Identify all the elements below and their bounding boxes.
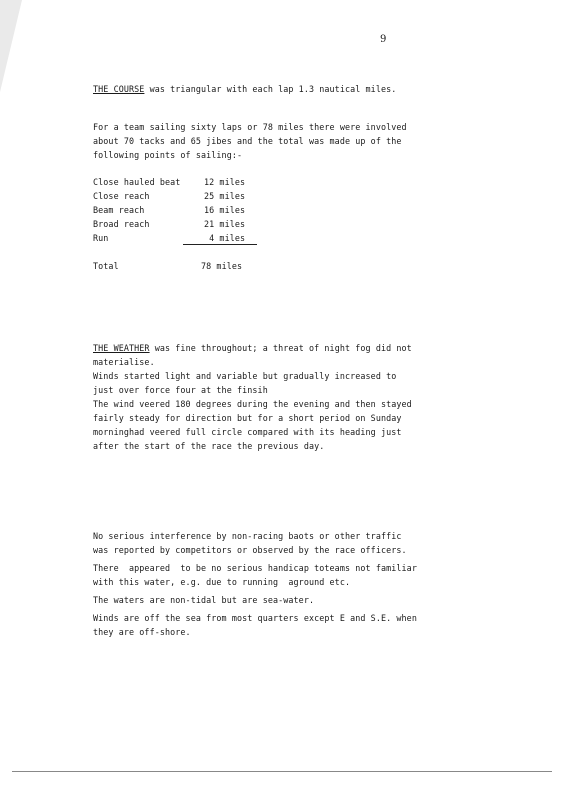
sailing-row-value: 25 miles [204,191,246,201]
weather-line: after the start of the race the previous day. [93,441,325,451]
course-intro-line-1: For a team sailing sixty laps or 78 miles there were involved [93,122,407,132]
course-intro-line-2: about 70 tacks and 65 jibes and the total was made up of the [93,136,402,146]
weather-line: morninghad veered full circle compared with its heading just [93,427,402,437]
sailing-row-value: 4 miles [204,233,246,243]
weather-line: The wind veered 180 degrees during the evening and then stayed [93,399,412,409]
note-line: Winds are off the sea from most quarters except E and S.E. when [93,613,417,623]
total-underline [183,244,257,245]
weather-heading-line [93,341,412,356]
weather-line: Winds started light and variable but gradually increased to [93,371,397,381]
weather-heading: THE WEATHER [93,343,150,353]
sailing-row-value: 21 miles [204,219,246,229]
note-line: No serious interference by non-racing baots or other traffic [93,531,402,541]
bottom-edge-line [12,771,552,772]
sailing-row-label: Beam reach [93,205,145,215]
sailing-row-label: Close hauled beat [93,177,181,187]
weather-heading-rest: was fine throughout; a threat of night fog did not [149,343,412,353]
note-line: There appeared to be no serious handicap toteams not familiar [93,563,417,573]
note-line: with this water, e.g. due to running aground etc. [93,577,351,587]
course-heading-rest: was triangular with each lap 1.3 nautical miles. [144,84,397,94]
note-line: was reported by competitors or observed by the race officers. [93,545,407,555]
sailing-row-value: 12 miles [204,177,246,187]
sailing-row-label: Close reach [93,191,150,201]
course-heading-line [93,82,396,97]
total-value: 78 miles [201,261,243,271]
note-line: The waters are non-tidal but are sea-water. [93,595,315,605]
weather-line: fairly steady for direction but for a short period on Sunday [93,413,402,423]
total-label: Total [93,261,119,271]
sailing-row-label: Run [93,233,109,243]
course-heading: THE COURSE [93,84,145,94]
sailing-row-value: 16 miles [204,205,246,215]
folded-corner-shadow [0,0,22,92]
weather-line: just over force four at the finsih [93,385,268,395]
note-line: they are off-shore. [93,627,191,637]
page-number: 9 [380,34,387,45]
sailing-row-label: Broad reach [93,219,150,229]
weather-line: materialise. [93,357,155,367]
course-intro-line-3: following points of sailing:- [93,150,243,160]
